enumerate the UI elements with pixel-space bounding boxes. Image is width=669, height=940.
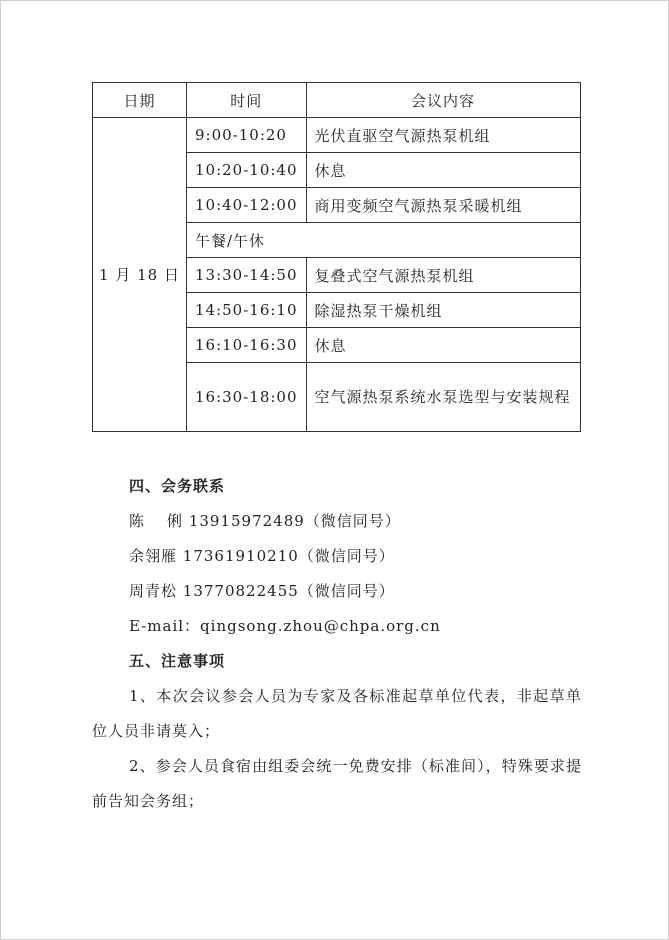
- time-cell: 10:40-12:00: [187, 188, 307, 223]
- header-date: 日期: [93, 83, 187, 118]
- body-text: [92, 469, 582, 819]
- header-content: 会议内容: [306, 83, 580, 118]
- content-cell: 除湿热泵干燥机组: [306, 293, 580, 328]
- contact-phone: 13770822455（微信同号）: [182, 582, 395, 600]
- time-cell: 9:00-10:20: [187, 118, 307, 153]
- contact-line: [92, 504, 582, 539]
- header-time: 时间: [187, 83, 307, 118]
- content-cell: 光伏直驱空气源热泵机组: [306, 118, 580, 153]
- contact-name-second: 俐: [167, 512, 184, 530]
- note-item: 2、参会人员食宿由组委会统一免费安排（标准间），特殊要求提前告知会务组；: [92, 757, 582, 810]
- contact-name-first: 陈: [129, 512, 146, 530]
- content-cell: 商用变频空气源热泵采暖机组: [306, 188, 580, 223]
- contact-email: E-mail：qingsong.zhou@chpa.org.cn: [129, 617, 441, 635]
- time-cell: 13:30-14:50: [187, 258, 307, 293]
- contacts-heading: 四、会务联系: [129, 477, 226, 495]
- time-cell: 16:30-18:00: [187, 363, 307, 432]
- table-header-row: [93, 83, 581, 118]
- agenda-table: [92, 82, 581, 432]
- content-cell: 空气源热泵系统水泵选型与安装规程: [306, 363, 580, 432]
- contact-name: 周青松: [129, 582, 178, 600]
- time-cell: 10:20-10:40: [187, 153, 307, 188]
- notes-heading: 五、注意事项: [129, 652, 226, 670]
- contact-phone: 17361910210（微信同号）: [182, 547, 395, 565]
- contact-line: [92, 539, 582, 574]
- lunch-break-cell: 午餐/午休: [187, 223, 581, 258]
- content-cell: 休息: [306, 153, 580, 188]
- contact-phone: 13915972489（微信同号）: [188, 512, 401, 530]
- contact-name: 余翎雁: [129, 547, 178, 565]
- contact-line: [92, 574, 582, 609]
- note-item: 1、本次会议参会人员为专家及各标准起草单位代表，非起草单位人员非请莫入；: [92, 687, 582, 740]
- time-cell: 14:50-16:10: [187, 293, 307, 328]
- date-cell: 1 月 18 日: [93, 118, 187, 432]
- table-row: [93, 118, 581, 153]
- content-cell: 休息: [306, 328, 580, 363]
- time-cell: 16:10-16:30: [187, 328, 307, 363]
- content-cell: 复叠式空气源热泵机组: [306, 258, 580, 293]
